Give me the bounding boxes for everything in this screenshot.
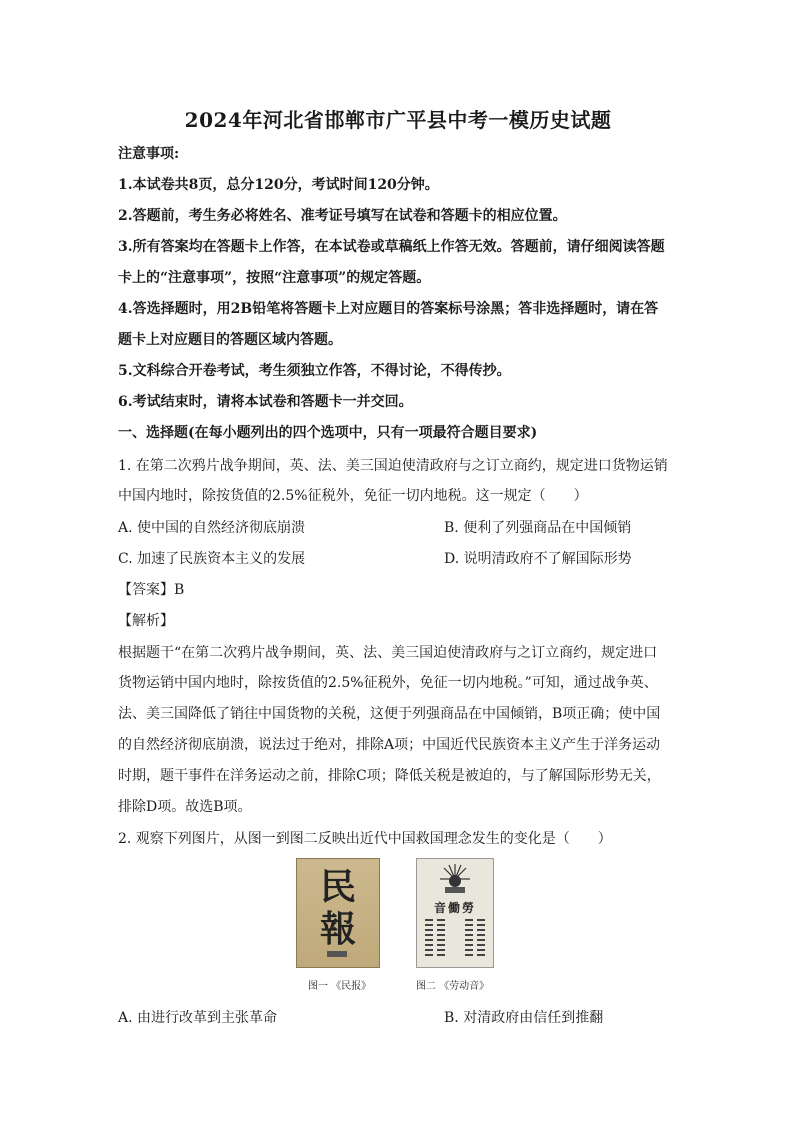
laodongyin-text-col-1: [425, 919, 433, 959]
notice-item-5: 5.文科综合开卷考试，考生须独立作答，不得讨论，不得传抄。: [118, 363, 511, 379]
page-title: 2024年河北省邯郸市广平县中考一模历史试题: [184, 108, 612, 132]
laodongyin-masthead: 音働勞: [433, 901, 476, 915]
laodongyin-text-col-4: [477, 919, 485, 959]
minbao-glyph-2: 報: [319, 908, 356, 950]
q2-option-b: B. 对清政府由信任到推翻: [444, 1010, 604, 1026]
q1-option-d: D. 说明清政府不了解国际形势: [444, 551, 632, 567]
figure-caption-1: 图一 《民报》: [308, 981, 372, 992]
minbao-stamp: [327, 951, 347, 957]
notice-heading: 注意事项:: [118, 146, 180, 162]
q2-stem: 2. 观察下列图片，从图一到图二反映出近代中国救国理念发生的变化是（ ）: [118, 831, 612, 847]
q1-option-a: A. 使中国的自然经济彻底崩溃: [118, 520, 306, 536]
q1-analysis-line-6: 排除D项。故选B项。: [118, 799, 252, 815]
q1-analysis-line-3: 法、美三国降低了销往中国货物的关税，这便于列强商品在中国倾销，B项正确；使中国: [118, 706, 661, 722]
section-heading: 一、选择题(在每小题列出的四个选项中，只有一项最符合题目要求): [118, 425, 538, 441]
figure-laodongyin-image: [416, 858, 494, 968]
notice-item-4: 4.答选择题时，用2B铅笔将答题卡上对应题目的答案标号涂黑；答非选择题时，请在答: [118, 301, 659, 317]
notice-item-3: 3.所有答案均在答题卡上作答，在本试卷或草稿纸上作答无效。答题前，请仔细阅读答题: [118, 239, 665, 255]
q1-answer: 【答案】B: [118, 582, 185, 598]
minbao-glyph-1: 民: [319, 866, 356, 908]
q1-analysis-line-2: 货物运销中国内地时，除按货值的2.5%征税外，免征一切内地税。”可知，通过战争英、: [118, 675, 658, 691]
laodongyin-text-col-2: [437, 919, 445, 959]
q1-analysis-line-1: 根据题干“在第二次鸦片战争期间，英、法、美三国迫使清政府与之订立商约，规定进口: [118, 645, 658, 661]
notice-item-4-cont: 题卡上对应题目的答题区域内答题。: [118, 332, 342, 348]
notice-item-2: 2.答题前，考生务必将姓名、准考证号填写在试卷和答题卡的相应位置。: [118, 208, 567, 224]
q1-option-c: C. 加速了民族资本主义的发展: [118, 551, 306, 567]
notice-item-1: 1.本试卷共8页，总分120分，考试时间120分钟。: [118, 177, 439, 193]
q1-option-b: B. 便利了列强商品在中国倾销: [444, 520, 632, 536]
figure-minbao-image: [296, 858, 380, 968]
q1-analysis-line-4: 的自然经济彻底崩溃，说法过于绝对，排除A项；中国近代民族资本主义产生于洋务运动: [118, 737, 661, 753]
q1-analysis-label: 【解析】: [118, 613, 174, 629]
q1-stem-line-1: 1. 在第二次鸦片战争期间，英、法、美三国迫使清政府与之订立商约，规定进口货物运销: [118, 458, 668, 474]
q1-stem-line-2: 中国内地时，除按货值的2.5%征税外，免征一切内地税。这一规定（ ）: [118, 488, 588, 504]
notice-item-6: 6.考试结束时，请将本试卷和答题卡一并交回。: [118, 394, 413, 410]
figure-caption-2: 图二 《劳动音》: [416, 981, 490, 992]
q1-analysis-line-5: 时期，题干事件在洋务运动之前，排除C项；降低关税是被迫的，与了解国际形势无关，: [118, 768, 661, 784]
laodongyin-text-col-3: [465, 919, 473, 959]
notice-item-3-cont: 卡上的“注意事项”，按照“注意事项”的规定答题。: [118, 270, 431, 286]
sunburst-icon: [439, 863, 471, 895]
q2-option-a: A. 由进行改革到主张革命: [118, 1010, 278, 1026]
